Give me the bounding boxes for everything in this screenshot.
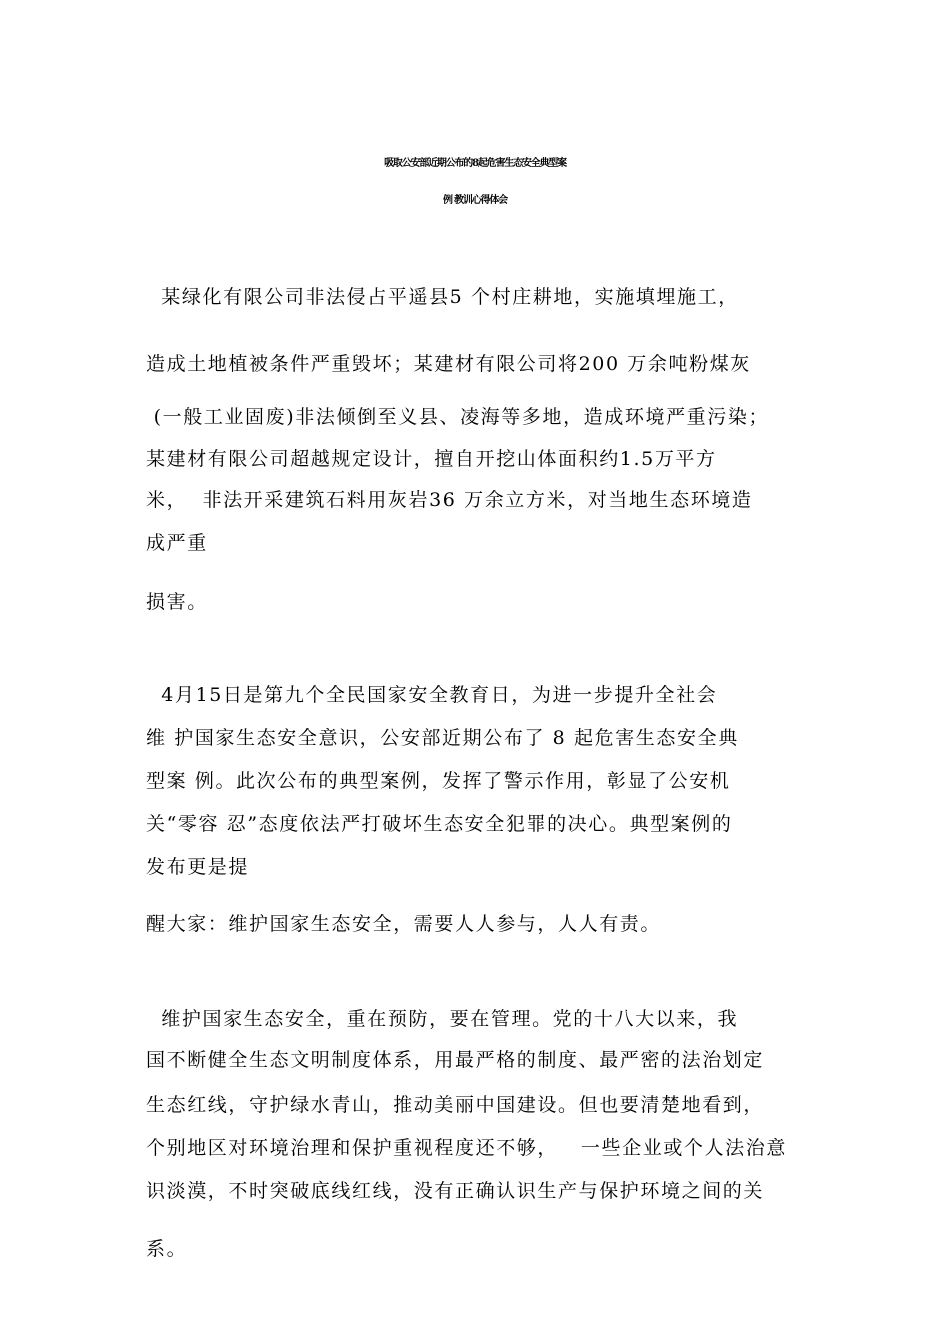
paragraph-line: 识淡漠，不时突破底线红线，没有正确认识生产与保护环境之间的关 [146,1180,765,1202]
paragraph-line: 系。 [146,1238,188,1260]
paragraph-line: 维护国家生态安全，重在预防，要在管理。党的十八大以来，我 [146,1008,739,1030]
paragraph-line: 某绿化有限公司非法侵占平遥县5 个村庄耕地，实施填埋施工， [146,286,739,308]
paragraph-line: 型案 例。此次公布的典型案例，发挥了警示作用，彰显了公安机 [146,770,731,792]
paragraph-line: 发布更是提 [146,856,250,878]
paragraph-line: 米， 非法开采建筑石料用灰岩36 万余立方米，对当地生态环境造 [146,489,753,511]
paragraph-line: 损害。 [146,591,208,613]
paragraph-line: (一般工业固废)非法倾倒至义县、凌海等多地，造成环境严重污染； [146,406,770,428]
document-title-line-1: 吸取公安部近期公布的8起危害生态安全典型案 [384,158,566,169]
paragraph-line: 成严重 [146,532,208,554]
paragraph-line: 4月15日是第九个全民国家安全教育日，为进一步提升全社会 [146,684,718,706]
paragraph-line: 国不断健全生态文明制度体系，用最严格的制度、最严密的法治划定 [146,1049,765,1071]
paragraph-line: 生态红线，守护绿水青山，推动美丽中国建设。但也要清楚地看到， [146,1094,765,1116]
paragraph-line: 关“零容 忍”态度依法严打破坏生态安全犯罪的决心。典型案例的 [146,813,733,835]
paragraph-line: 个别地区对环境治理和保护重视程度还不够， 一些企业或个人法治意 [146,1137,787,1159]
paragraph-line: 醒大家：维护国家生态安全，需要人人参与，人人有责。 [146,913,662,935]
document-title-line-2: 例 教训心得体会 [443,195,507,206]
paragraph-line: 造成土地植被条件严重毁坏；某建材有限公司将200 万余吨粉煤灰 [146,353,751,375]
paragraph-line: 某建材有限公司超越规定设计，擅自开挖山体面积约1.5万平方 [146,448,717,470]
paragraph-line: 维 护国家生态安全意识，公安部近期公布了 8 起危害生态安全典 [146,727,739,749]
